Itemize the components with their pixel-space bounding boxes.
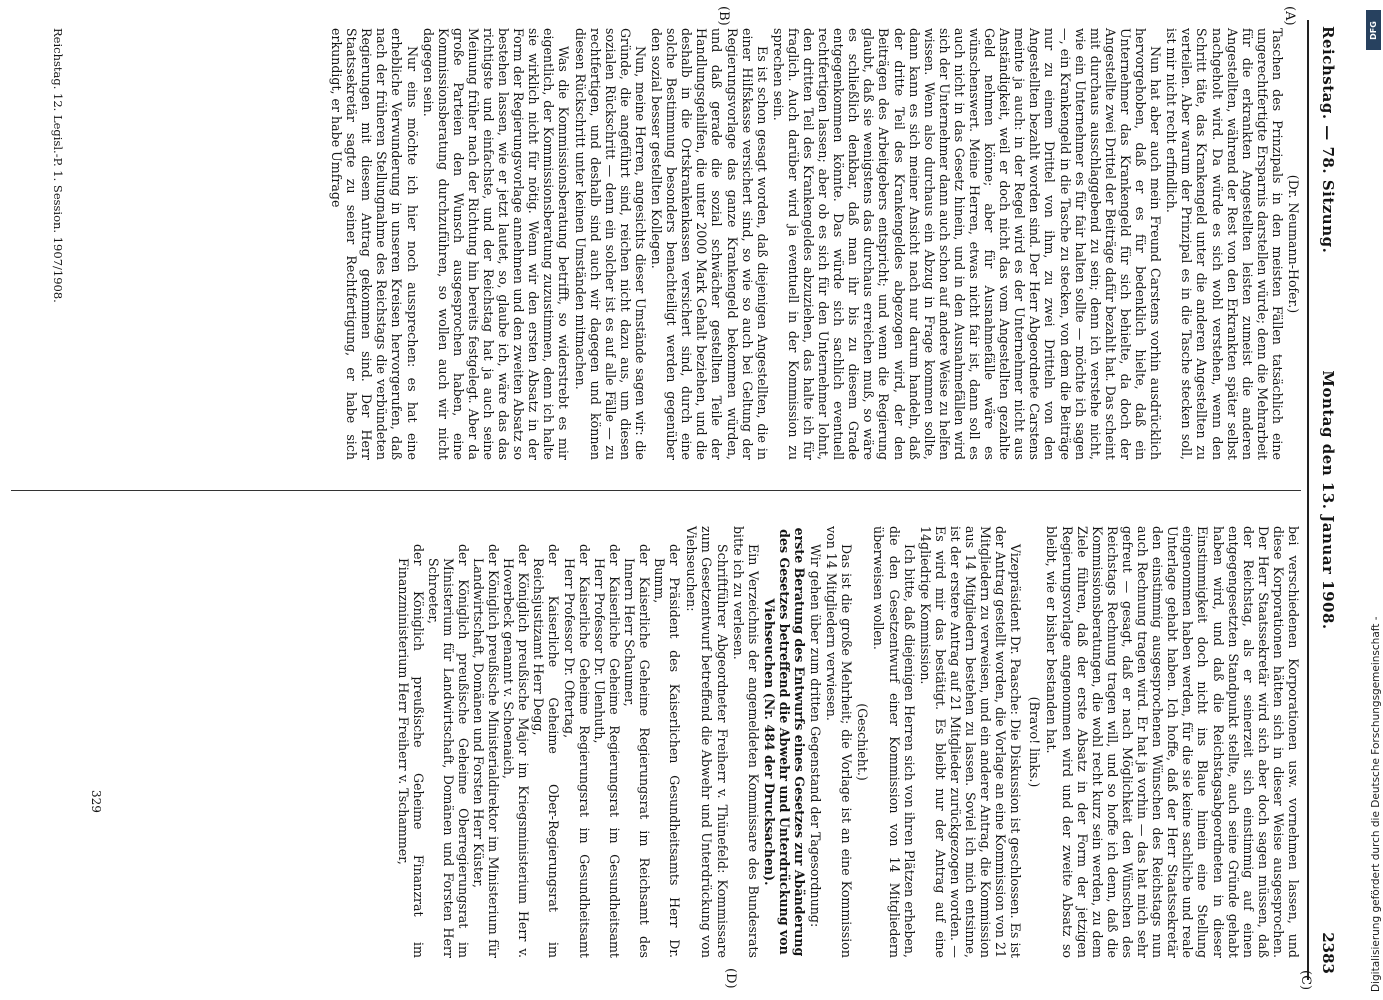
page-number: 2383: [1319, 932, 1337, 974]
interjection: (Geschieht.): [855, 703, 871, 781]
speaker-name: (Dr. Neumann-Hofer.): [1286, 174, 1301, 314]
paragraph: Es ist schon gesagt worden, daß diejenigen Angestellten, die in einer Hilfskasse versichert sind, so wie so auch bei Geltung der Regierungsvorlage das ganze Krankengeld bekommen würden, und daß gerade die sozial schwächer gestellten Teile der Handlungsgehilfen, die unter 2000 Mark Gehalt beziehen, und die deshalb in die Ortskrankenkassen versichert sind, durch eine solche Bestimmung besonders benachteiligt werden gegenüber den sozial besser gestellten Kollegen.: [649, 28, 770, 460]
list-item: der Kaiserliche Geheime Regierungsrat im Reichsamt des Innern Herr Schaumer,: [621, 544, 653, 958]
paragraph: Ich bitte, daß diejenigen Herren sich von ihren Plätzen erheben, die den Gesetzentwurf einer Kommission von 14 Mitgliedern überweisen wollen.: [871, 526, 917, 958]
margin-marker-d: (D): [723, 968, 738, 989]
interjection: (Bravo! links.): [1027, 696, 1043, 788]
logo-text: DFG: [1369, 20, 1379, 40]
dfg-logo: [1366, 10, 1381, 50]
list-item: der Königlich preußische Geheime Finanzrat im Finanzministerium Herr Freiherr v. Tschammer,: [395, 544, 426, 958]
header-date: Montag den 13. Januar 1908.: [1319, 370, 1337, 630]
column-divider: [11, 490, 1301, 491]
right-column: [391, 526, 1301, 958]
paragraph: Das ist die große Mehrheit; die Vorlage ist an eine Kommission von 14 Mitgliedern verwiesen.: [824, 526, 855, 958]
digitization-attribution: Digitalisierung gefördert durch die Deutsche Forschungsgemeinschaft -: [1370, 616, 1382, 992]
margin-marker-a: (A): [1282, 6, 1297, 26]
paragraph: Was die Kommissionsberatung betrifft, so widerstrebt es mir eigentlich, der Kommissionsberatung zuzustimmen, denn ich halte sie wirklich nicht für nötig. Wenn wir den ersten Absatz in der Form der Regierungsvorlage annehmen und den zweiten Absatz so bestehen lassen, wie er jetzt lautet, so, glaube ich, wäre das das richtigste und einfachste, und der Reichstag hat ja auch seine Meinung früher nach der Richtung hin bereits festgelegt. Aber da große Parteien den Wunsch ausgesprochen haben, eine Kommissionsberatung durchzuführen, so wollen auch wir nicht dagegen sein.: [420, 28, 572, 460]
margin-marker-b: (B): [716, 6, 731, 26]
list-item: der Kaiserliche Geheime Regierungsrat im Gesundheitsamt Herr Professor Dr. Ulenhuth,: [591, 544, 622, 958]
page-header: [1307, 20, 1343, 980]
list-item: der Königlich preußische Major im Kriegsministerium Herr v. Hoverbeck genannt v. Schoenaich,: [501, 544, 532, 958]
signature-number: 329: [89, 790, 103, 813]
paragraph: Schriftführer Abgeordneter Freiherr v. Thünefeld: Kommissare zum Gesetzentwurf betreffend die Abwehr und Unterdrückung von Viehseuchen:: [684, 526, 730, 958]
paragraph: Taschen des Prinzipals in den meisten Fällen tatsächlich eine ungerechtfertigte Ersparnis darstellen würde; denn die Mehrarbeit für die erkrankten Angestellten leisten zumeist die anderen Angestellten, während der Rest von den Erkrankten später selbst nachgeholt wird. Da würde es sich wohl verstehen, wenn den Schritt täte, das Krankengeld unter die anderen Angestellten zu verteilen. Aber warum der Prinzipal es in die Tasche stecken soll, ist mir nicht recht erfindlich.: [1164, 28, 1285, 460]
list-item: der Königlich preußische Ministerialdirektor im Ministerium für Landwirtschaft, Domänen und Forsten Herr Küster,: [471, 544, 502, 958]
paragraph: Wir gehen über zum dritten Gegenstand der Tagesordnung:: [808, 544, 824, 928]
paragraph: Ein Verzeichnis der angemeldeten Kommissare des Bundesrats bitte ich zu verlesen.: [730, 526, 761, 958]
source-footer: Reichstag. 12. Legisl.-P. 1. Session. 1907/1908.: [51, 28, 65, 303]
commissioner-list: [395, 544, 682, 958]
header-left: Reichstag. — 78. Sitzung.: [1319, 26, 1337, 254]
list-item: der Präsident des Kaiserlichen Gesundheitsamts Herr Dr. Bumm,: [652, 544, 683, 958]
list-item: der Kaiserliche Geheime Ober-Regierungsrat im Reichsjustizamt Herr Degg,: [531, 544, 562, 958]
paragraph: bei verschiedenen Korporationen usw. vornehmen lassen, und diese Korporationen hätten sich in dieser Weise ausgesprochen. Der Herr Staatssekretär wird sich aber doch sagen müssen, daß der Reichstag, als er seinerzeit sich einstimmig auf einen entgegengesetzten Standpunkt stellte, auch seine Gründe gehabt haben wird, und daß die Reichstagsabgeordneten in dieser Einstimmigkeit doch nicht ins Blaue hinein eine Stellung eingenommen haben werden, für die sie keine sachliche und reale Unterlage gehabt haben. Ich hoffe, daß der Herr Staatssekretär den einstimmig ausgesprochenen Wünschen des Reichstags nun auch Rechnung tragen wird. Er hat ja vorhin — das hat mich sehr gefreut — gesagt, daß er nach Möglichkeit den Wünschen des Reichstags Rechnung tragen will, und so hoffe ich denn, daß die Kommissionsberatungen, die wohl recht kurz sein werden, zu dem Ziele führen, daß der erste Absatz in der Form der jetzigen Regierungsvorlage angenommen wird und der zweite Absatz so bleibt, wie er bisher bestanden hat.: [1044, 526, 1301, 958]
paragraph: Nun hat aber auch mein Freund Carstens vorhin ausdrücklich hervorgehoben, daß er es für bedenklich hielte, daß ein Unternehmer das Krankengeld für sich behielte, da doch der Angestellte zwei Drittel der Beiträge dafür bezahlt hat. Das scheint mit durchaus ausschlaggebend zu sein; denn ich verstehe nicht, wie ein Unternehmer es für fair halten sollte — möchte ich sagen —, ein Krankengeld in die Tasche zu stecken, von dem die Beiträge nur zu einem Drittel von ihm, zu zwei Dritteln von den Angestellten bezahlt worden sind. Der Herr Abgeordnete Carstens meinte ja auch: in der Regel wird es der Unternehmer nicht aus Anständigkeit, weil er doch nicht das vom Angestellten gezahlte Geld nehmen könne; aber für Ausnahmefälle wäre es wünschenswert. Meine Herren, etwas nicht fair ist, dann soll es auch nicht in das Gesetz hinein, und in den Ausnahmefällen wird sich der Unternehmer dann auch schon auf andere Weise zu helfen wissen. Wenn also durchaus ein Abzug in Frage kommen sollte, dann kann es sich meiner Ansicht nach nur darum handeln, daß der dritte Teil des Krankengeldes abgezogen wird, der den Beiträgen des Arbeitgebers entspricht; und wenn die Regierung glaubt, daß sie wenigstens das durchaus erreichen muß, so wäre es schließlich denkbar, daß man ihr bis zu diesem Grade entgegenkommen könnte. Das würde sich sachlich eventuell rechtfertigen lassen; aber ob es sich für den Unternehmer lohnt, den dritten Teil des Krankengeldes abzuziehen, das halte ich für fraglich. Auch darüber wird ja eventuell in der Kommission zu sprechen sein.: [770, 28, 1164, 460]
rotated-page: [8, 6, 1343, 991]
list-item: der Kaiserliche Geheime Regierungsrat im Gesundheitsamt Herr Professor Dr. Oftertag,: [561, 544, 592, 958]
left-column: [328, 28, 1301, 460]
paragraph: Nun, meine Herren, angesichts dieser Umstände sagen wir: die Gründe, die angeführt sind, reichen nicht dazu aus, um diesen sozialen Rückschritt — denn ein solcher ist es auf alle Fälle — zu rechtfertigen, und deshalb sind auch wir dagegen und können diesen Rückschritt unter keinen Umständen mitmachen.: [572, 28, 648, 460]
paragraph: Nur eins möchte ich hier noch aussprechen: es hat eine erhebliche Verwunderung in unseren Kreisen hervorgerufen, daß nach der früheren Stellungnahme des Reichstags die verbündeten Regierungen mit diesem Antrag gekommen sind. Der Herr Staatssekretär sagte zu seiner Rechtfertigung, er habe sich erkundigt, er habe Umfrage: [329, 28, 420, 460]
list-item: der Königlich preußische Geheime Oberregierungsrat im Ministerium für Landwirtschaft, Domänen und Forsten Herr Schroeter,: [425, 544, 471, 958]
paragraph: Vizepräsident Dr. Paasche: Die Diskussion ist geschlossen. Es ist der Antrag gestellt worden, die Vorlage an eine Kommission von 21 Mitgliedern zu verweisen, und ein anderer Antrag, die Kommission aus 14 Mitgliedern bestehen zu lassen. Soviel ich mich entsinne, ist der erstere Antrag auf 21 Mitglieder zurückgezogen worden. — Es wird mir das bestätigt. Es bleibt nur der Antrag auf eine 14gliedrige Kommission.: [917, 526, 1024, 958]
margin-marker-c: (C): [1298, 970, 1313, 991]
agenda-item: erste Beratung des Entwurfs eines Gesetzes zur Abänderung des Gesetzes betreffend die Abwehr und Unterdrückung von Viehseuchen (Nr. 484 der Drucksachen).: [761, 527, 807, 957]
